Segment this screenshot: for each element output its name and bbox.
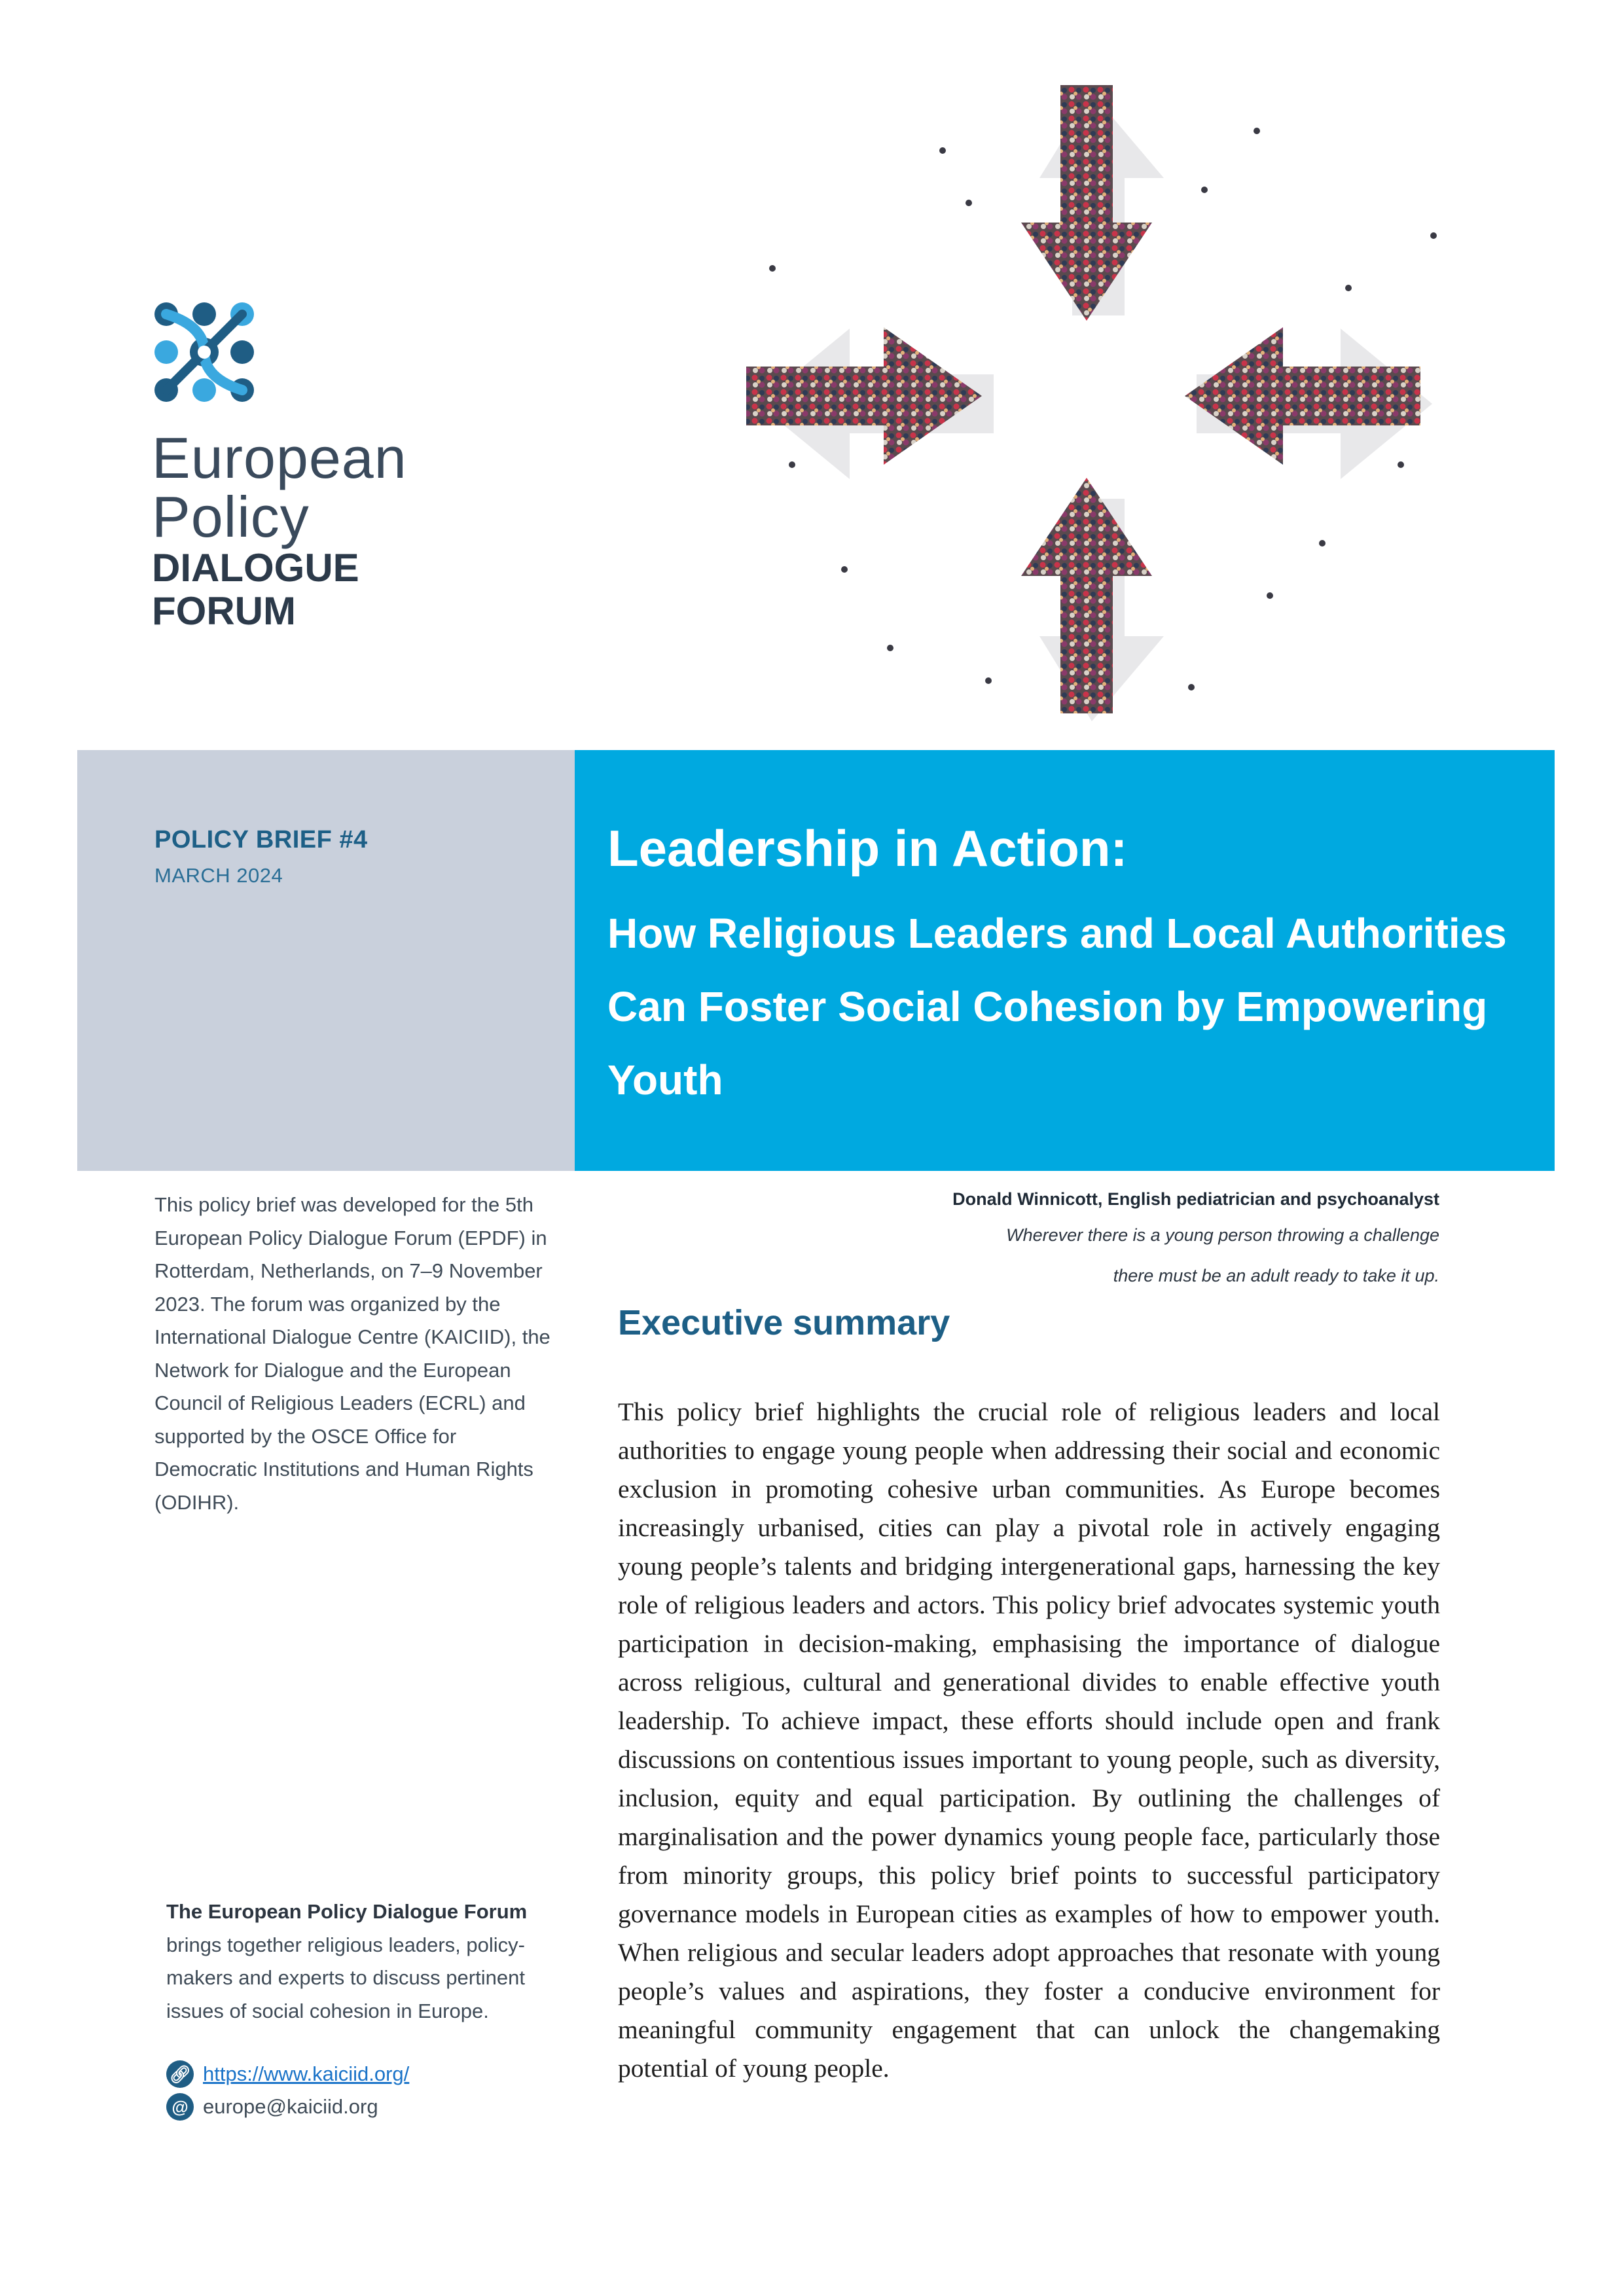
policy-brief-number: POLICY BRIEF #4 xyxy=(154,826,368,853)
policy-brief-date: MARCH 2024 xyxy=(154,864,283,887)
forum-description-text: brings together religious leaders, policy-makers and experts to discuss pertinent issues of social cohesion in Europe. xyxy=(166,1933,525,2022)
crowd-arrow-right xyxy=(1185,327,1420,465)
quote-line-1: Wherever there is a young person throwing a challenge xyxy=(1006,1225,1439,1245)
epdf-logo-text xyxy=(152,425,479,633)
brief-intro-text: This policy brief was developed for the 5th European Policy Dialogue Forum (EPDF) in Rotterdam, Netherlands, on 7–9 November 2023. The forum was organized by the International Dialogue Centre (KAICIID), the Network for Dialogue and the European Council of Religious Leaders (ECRL) and supported by the OSCE Office for Democratic Institutions and Human Rights (ODIHR). xyxy=(154,1193,550,1514)
website-contact xyxy=(166,2059,409,2089)
logo-line-european: European xyxy=(152,425,407,490)
website-link[interactable]: https://www.kaiciid.org/ xyxy=(203,2062,410,2085)
executive-summary-heading: Executive summary xyxy=(618,1303,950,1342)
link-icon: 🔗︎ xyxy=(166,2060,194,2088)
crowd-arrow-top xyxy=(1021,85,1152,321)
epdf-logo-mark xyxy=(152,300,257,404)
header-panel-left xyxy=(77,750,575,1171)
epigraph-quote xyxy=(588,1183,1439,1296)
forum-name: The European Policy Dialogue Forum xyxy=(166,1900,528,1923)
logo-line-forum: FORUM xyxy=(152,589,296,633)
crowd-arrows-image xyxy=(694,72,1473,726)
logo-line-dialogue: DIALOGUE xyxy=(152,546,359,590)
quote-line-2: there must be an adult ready to take it up. xyxy=(1113,1266,1439,1285)
document-title: Leadership in Action: xyxy=(607,819,1128,877)
at-sign-icon: @ xyxy=(166,2093,194,2121)
email-address[interactable]: europe@kaiciid.org xyxy=(203,2095,378,2118)
executive-summary-body: This policy brief highlights the crucial role of religious leaders and local authorities to engage young people when addressing their social and economic exclusion in promoting cohesive urban communities. As Europe becomes increasingly urbanised, cities can play a pivotal role in actively engaging young people’s talents and bridging intergenerational gaps, harnessing the key role of religious leaders and actors. This policy brief advocates systemic youth participation in decision-making, emphasising the importance of dialogue across religious, cultural and generational divides to enable effective youth leadership. To achieve impact, these efforts should include open and frank discussions on contentious issues important to young people, such as diversity, inclusion, equity and equal participation. By outlining the challenges of marginalisation and the power dynamics young people face, particularly those from minority groups, this policy brief points to successful participatory governance models in European cities as examples of how to empower youth. When religious and secular leaders adopt approaches that resonate with young people’s values and aspirations, they foster a conducive environment for meaningful community engagement that can unlock the changemaking potential of young people. xyxy=(618,1397,1440,2083)
forum-description xyxy=(166,1895,572,2028)
document-subtitle: How Religious Leaders and Local Authorities Can Foster Social Cohesion by Empowering Youth xyxy=(607,910,1507,1103)
email-contact xyxy=(166,2092,378,2122)
crowd-arrow-bottom xyxy=(1021,478,1152,713)
quote-author: Donald Winnicott, English pediatrician and psychoanalyst xyxy=(952,1189,1439,1209)
crowd-arrow-left xyxy=(746,327,982,465)
logo-line-policy: Policy xyxy=(152,484,310,549)
